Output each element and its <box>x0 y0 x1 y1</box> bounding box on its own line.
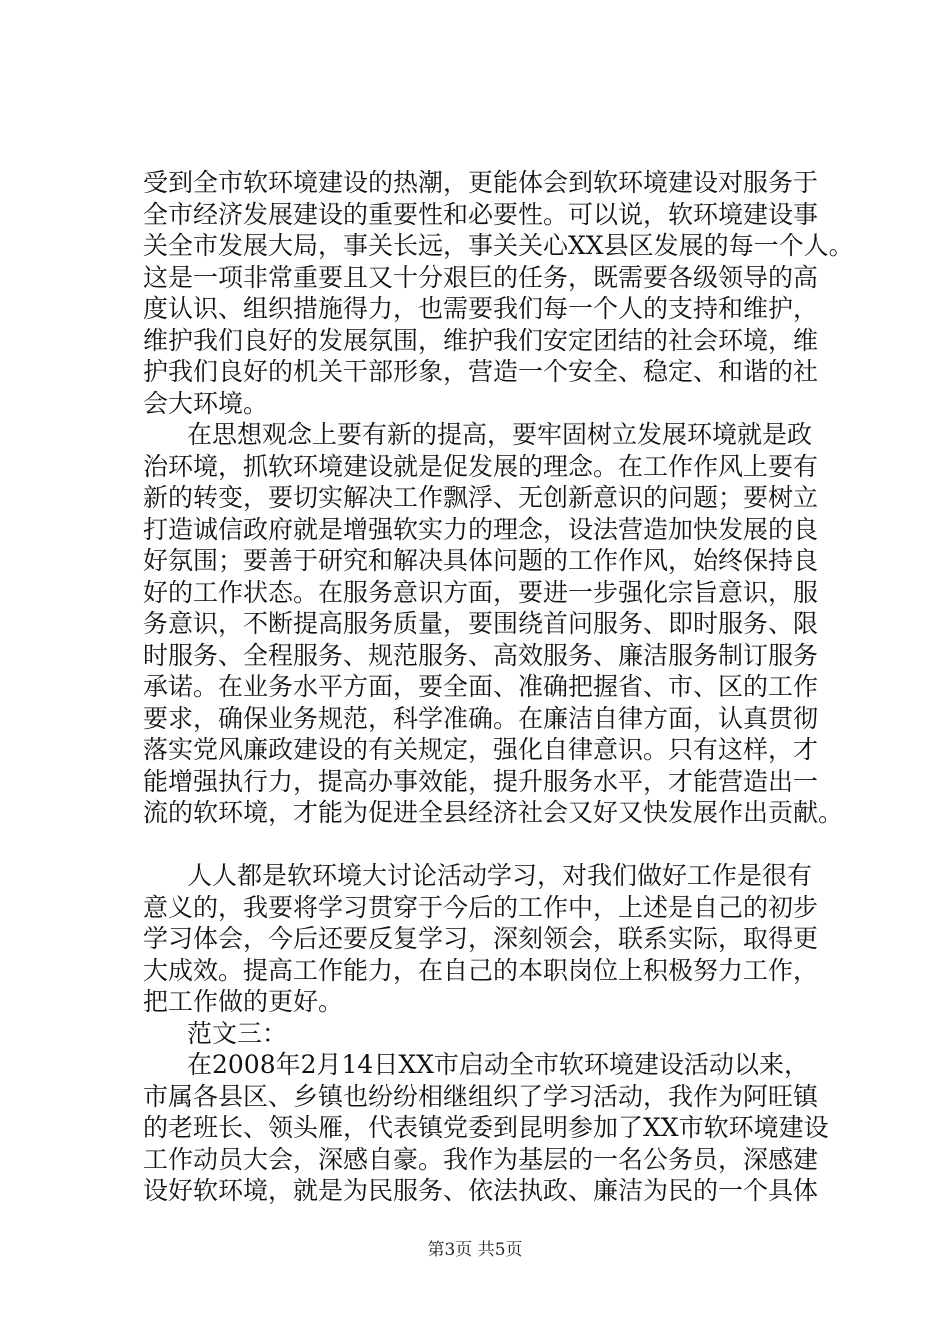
text-line: 市属各县区、乡镇也纷纷相继组织了学习活动，我作为阿旺镇 <box>143 1081 819 1111</box>
text-line: 流的软环境，才能为促进全县经济社会又好又快发展作出贡献。 <box>143 798 844 827</box>
paragraph-spacer <box>143 829 843 861</box>
text-line: 工作动员大会，深感自豪。我作为基层的一名公务员，深感建 <box>143 1144 819 1174</box>
section-heading <box>143 1018 843 1050</box>
text-line: 会大环境。 <box>143 388 269 418</box>
text-line: 好的工作状态。在服务意识方面，要进一步强化宗旨意识，服 <box>143 577 819 607</box>
text-line: 设好软环境，就是为民服务、依法执政、廉洁为民的一个具体 <box>143 1176 819 1205</box>
text-line: 打造诚信政府就是增强软实力的理念，设法营造加快发展的良 <box>143 514 819 544</box>
text-line: 把工作做的更好。 <box>143 987 344 1016</box>
page-number: 第3页 共5页 <box>427 1240 523 1260</box>
text-line: 意义的，我要将学习贯穿于今后的工作中，上述是自己的初步 <box>143 892 819 922</box>
text-line: 维护我们良好的发展氛围，维护我们安定团结的社会环境，维 <box>143 325 819 355</box>
text-line: 受到全市软环境建设的热潮，更能体会到软环境建设对服务于 <box>143 168 819 197</box>
text-line: 务意识，不断提高服务质量，要围绕首问服务、即时服务、限 <box>143 609 819 638</box>
paragraph-1 <box>143 167 854 419</box>
text-line: 全市经济发展建设的重要性和必要性。可以说，软环境建设事 <box>143 199 819 229</box>
page-footer <box>0 1240 950 1260</box>
text-line: 在思想观念上要有新的提高，要牢固树立发展环境就是政 <box>187 420 813 449</box>
text-line: 学习体会，今后还要反复学习，深刻领会，联系实际，取得更 <box>143 924 819 953</box>
text-line: 在2008年2月14日XX市启动全市软环境建设活动以来， <box>187 1050 809 1079</box>
paragraph-3 <box>143 860 843 1018</box>
text-line: 新的转变，要切实解决工作飘浮、无创新意识的问题；要树立 <box>143 483 819 512</box>
text-line: 好氛围；要善于研究和解决具体问题的工作作风，始终保持良 <box>143 546 819 575</box>
text-line: 落实党风廉政建设的有关规定，强化自律意识。只有这样，才 <box>143 735 819 764</box>
paragraph-5 <box>143 1049 843 1207</box>
section-heading-text: 范文三： <box>187 1018 288 1048</box>
text-line: 治环境，抓软环境建设就是促发展的理念。在工作作风上要有 <box>143 451 819 481</box>
text-line: 的老班长、领头雁，代表镇党委到昆明参加了XX市软环境建设 <box>143 1113 829 1142</box>
text-line: 这是一项非常重要且又十分艰巨的任务，既需要各级领导的高 <box>143 262 819 292</box>
paragraph-2 <box>143 419 843 829</box>
text-line: 要求，确保业务规范，科学准确。在廉洁自律方面，认真贯彻 <box>143 703 819 733</box>
text-line: 人人都是软环境大讨论活动学习，对我们做好工作是很有 <box>187 861 813 890</box>
text-line: 关全市发展大局，事关长远，事关关心XX县区发展的每一个人。 <box>143 231 854 260</box>
text-line: 承诺。在业务水平方面，要全面、准确把握省、市、区的工作 <box>143 672 819 701</box>
document-body <box>143 167 854 1207</box>
text-line: 护我们良好的机关干部形象，营造一个安全、稳定、和谐的社 <box>143 357 819 386</box>
text-line: 度认识、组织措施得力，也需要我们每一个人的支持和维护， <box>143 294 819 323</box>
text-line: 时服务、全程服务、规范服务、高效服务、廉洁服务制订服务 <box>143 640 819 670</box>
text-line: 能增强执行力，提高办事效能，提升服务水平，才能营造出一 <box>143 766 819 796</box>
text-line: 大成效。提高工作能力，在自己的本职岗位上积极努力工作， <box>143 955 819 985</box>
